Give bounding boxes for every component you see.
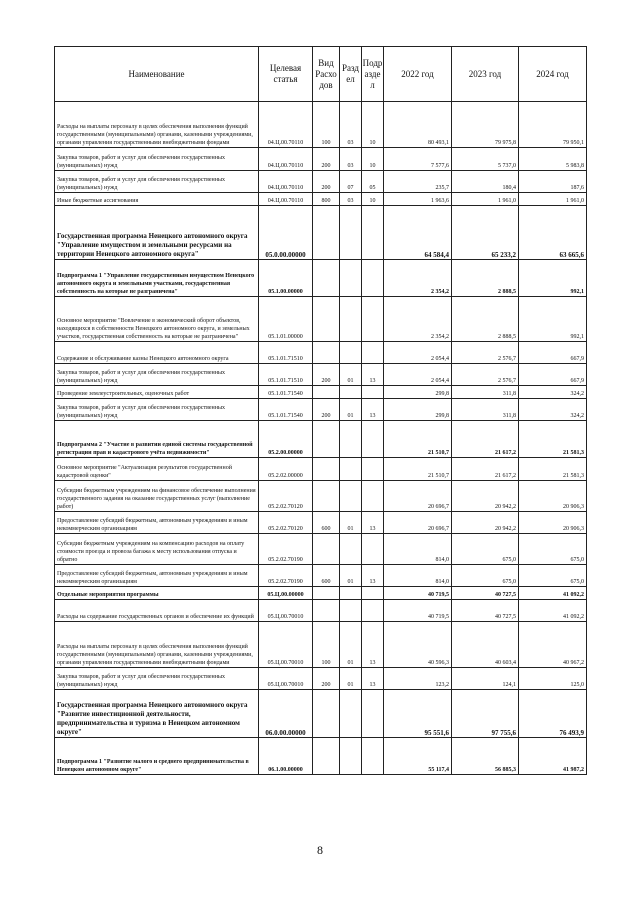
row-year-2024-cell: 76 493,9 — [519, 690, 587, 738]
row-subsection-cell: 13 — [362, 565, 384, 587]
row-section-cell — [340, 481, 362, 512]
row-year-2024-cell: 21 581,3 — [519, 458, 587, 481]
row-subsection-cell: 13 — [362, 512, 384, 534]
row-section-cell — [340, 690, 362, 738]
header-section: Разд ел — [340, 47, 362, 102]
row-year-2024-cell: 79 950,1 — [519, 102, 587, 148]
row-subsection-cell — [362, 342, 384, 364]
row-year-2022-cell: 299,8 — [384, 399, 452, 421]
row-subsection-cell — [362, 421, 384, 458]
row-year-2023-cell: 79 975,8 — [452, 102, 519, 148]
row-section-cell: 01 — [340, 364, 362, 386]
row-expense-type-cell: 600 — [313, 512, 340, 534]
row-year-2023-cell: 2 888,5 — [452, 297, 519, 342]
row-subsection-cell: 13 — [362, 622, 384, 668]
row-section-cell — [340, 600, 362, 622]
page-number: 8 — [317, 843, 323, 857]
table-row — [55, 297, 587, 342]
row-year-2023-cell: 311,8 — [452, 399, 519, 421]
row-year-2023-cell: 97 755,6 — [452, 690, 519, 738]
row-year-2022-cell: 1 963,6 — [384, 193, 452, 206]
header-year-2022: 2022 год — [384, 47, 452, 102]
row-subsection-cell: 05 — [362, 171, 384, 193]
row-expense-type-cell — [313, 342, 340, 364]
table-row — [55, 148, 587, 171]
table-row — [55, 534, 587, 565]
table-row — [55, 587, 587, 600]
row-year-2024-cell: 992,1 — [519, 297, 587, 342]
row-expense-type-cell: 200 — [313, 364, 340, 386]
row-expense-type-cell — [313, 481, 340, 512]
row-name-cell: Субсидии бюджетным учреждениям на финансовое обеспечение выполнения государственного задания на оказание государственных услуг (выполнение работ) — [55, 481, 259, 512]
row-year-2023-cell: 21 617,2 — [452, 458, 519, 481]
row-name-cell: Содержание и обслуживание казны Ненецкого автономного округа — [55, 342, 259, 364]
row-expense-type-cell: 800 — [313, 193, 340, 206]
row-name-cell: Государственная программа Ненецкого автономного округа "Развитие инвестиционной деятельности, предпринимательства и туризма в Ненецком автономном округе" — [55, 690, 259, 738]
row-target-article-cell: 06.1.00.00000 — [259, 738, 313, 775]
row-section-cell — [340, 386, 362, 399]
row-section-cell — [340, 206, 362, 260]
row-name-cell: Закупка товаров, работ и услуг для обеспечения государственных (муниципальных) нужд — [55, 364, 259, 386]
row-year-2022-cell: 40 596,3 — [384, 622, 452, 668]
row-year-2022-cell: 2 054,4 — [384, 364, 452, 386]
row-year-2024-cell: 324,2 — [519, 386, 587, 399]
row-name-cell: Подпрограмма 2 "Участие в развитии единой системы государственной регистрации прав и кадастрового учёта недвижимости" — [55, 421, 259, 458]
row-subsection-cell — [362, 587, 384, 600]
row-year-2023-cell: 21 617,2 — [452, 421, 519, 458]
table-row — [55, 565, 587, 587]
row-expense-type-cell: 100 — [313, 622, 340, 668]
row-expense-type-cell: 100 — [313, 102, 340, 148]
row-year-2023-cell: 40 727,5 — [452, 587, 519, 600]
row-target-article-cell: 05.2.02.70190 — [259, 565, 313, 587]
row-subsection-cell — [362, 600, 384, 622]
table-body — [55, 102, 587, 775]
budget-table — [54, 46, 587, 775]
row-year-2023-cell: 2 576,7 — [452, 342, 519, 364]
row-name-cell: Проведение землеустроительных, оценочных работ — [55, 386, 259, 399]
row-year-2022-cell: 40 719,5 — [384, 587, 452, 600]
row-year-2024-cell: 40 967,2 — [519, 622, 587, 668]
row-name-cell: Закупка товаров, работ и услуг для обеспечения государственных (муниципальных) нужд — [55, 668, 259, 690]
header-subsection: Подр азде л — [362, 47, 384, 102]
row-year-2023-cell: 2 576,7 — [452, 364, 519, 386]
row-year-2023-cell: 20 942,2 — [452, 512, 519, 534]
row-name-cell: Субсидии бюджетным учреждениям на компенсацию расходов на оплату стоимости проезда и провоза багажа к месту использования отпуска и обратно — [55, 534, 259, 565]
row-section-cell — [340, 534, 362, 565]
table-row — [55, 622, 587, 668]
row-year-2022-cell: 7 577,6 — [384, 148, 452, 171]
table-row — [55, 421, 587, 458]
row-expense-type-cell — [313, 458, 340, 481]
row-target-article-cell: 04.Ц.00.70110 — [259, 102, 313, 148]
table-row — [55, 386, 587, 399]
row-subsection-cell: 13 — [362, 399, 384, 421]
row-target-article-cell: 05.1.01.71540 — [259, 386, 313, 399]
row-year-2023-cell: 5 737,0 — [452, 148, 519, 171]
row-target-article-cell: 05.2.02.70120 — [259, 512, 313, 534]
row-name-cell: Государственная программа Ненецкого автономного округа "Управление имуществом и земельными ресурсами на территории Ненецкого автономного округа" — [55, 206, 259, 260]
row-year-2024-cell: 41 092,2 — [519, 587, 587, 600]
row-year-2022-cell: 2 354,2 — [384, 297, 452, 342]
header-name: Наименование — [55, 47, 259, 102]
row-year-2024-cell: 63 665,6 — [519, 206, 587, 260]
row-target-article-cell: 05.1.01.71510 — [259, 364, 313, 386]
row-year-2023-cell: 65 233,2 — [452, 206, 519, 260]
row-year-2024-cell: 20 906,3 — [519, 512, 587, 534]
row-expense-type-cell — [313, 260, 340, 297]
row-name-cell: Иные бюджетные ассигнования — [55, 193, 259, 206]
row-year-2022-cell: 55 117,4 — [384, 738, 452, 775]
row-section-cell — [340, 342, 362, 364]
row-subsection-cell: 10 — [362, 148, 384, 171]
row-name-cell: Закупка товаров, работ и услуг для обеспечения государственных (муниципальных) нужд — [55, 171, 259, 193]
header-row — [55, 47, 587, 102]
row-year-2022-cell: 20 696,7 — [384, 481, 452, 512]
row-subsection-cell — [362, 534, 384, 565]
row-section-cell: 01 — [340, 622, 362, 668]
row-year-2022-cell: 123,2 — [384, 668, 452, 690]
row-subsection-cell — [362, 690, 384, 738]
row-subsection-cell — [362, 297, 384, 342]
row-year-2023-cell: 180,4 — [452, 171, 519, 193]
row-section-cell: 03 — [340, 193, 362, 206]
row-year-2022-cell: 21 510,7 — [384, 458, 452, 481]
row-name-cell: Основное мероприятие "Актуализация результатов государственной кадастровой оценки" — [55, 458, 259, 481]
header-target-article: Целевая статья — [259, 47, 313, 102]
row-expense-type-cell — [313, 534, 340, 565]
row-year-2024-cell: 675,0 — [519, 565, 587, 587]
table-row — [55, 102, 587, 148]
row-section-cell: 01 — [340, 668, 362, 690]
row-year-2024-cell: 125,0 — [519, 668, 587, 690]
row-year-2024-cell: 675,0 — [519, 534, 587, 565]
row-target-article-cell: 04.Ц.00.70110 — [259, 148, 313, 171]
row-section-cell — [340, 421, 362, 458]
row-name-cell: Закупка товаров, работ и услуг для обеспечения государственных (муниципальных) нужд — [55, 399, 259, 421]
row-subsection-cell — [362, 738, 384, 775]
row-year-2023-cell: 311,8 — [452, 386, 519, 399]
table-row — [55, 206, 587, 260]
table-row — [55, 458, 587, 481]
row-subsection-cell: 13 — [362, 364, 384, 386]
row-target-article-cell: 05.1.01.71540 — [259, 399, 313, 421]
table-row — [55, 512, 587, 534]
table-row — [55, 738, 587, 775]
row-target-article-cell: 05.2.00.00000 — [259, 421, 313, 458]
row-year-2024-cell: 1 961,0 — [519, 193, 587, 206]
row-year-2024-cell: 5 983,8 — [519, 148, 587, 171]
row-year-2023-cell: 675,0 — [452, 565, 519, 587]
row-name-cell: Подпрограмма 1 "Развитие малого и среднего предпринимательства в Ненецком автономном округе" — [55, 738, 259, 775]
row-target-article-cell: 05.Ц.00.00000 — [259, 587, 313, 600]
row-year-2022-cell: 235,7 — [384, 171, 452, 193]
row-expense-type-cell: 200 — [313, 171, 340, 193]
table-row — [55, 193, 587, 206]
row-name-cell: Расходы на содержание государственных органов и обеспечение их функций — [55, 600, 259, 622]
row-year-2024-cell: 20 906,3 — [519, 481, 587, 512]
header-expense-type: Вид Расхо дов — [313, 47, 340, 102]
row-target-article-cell: 05.1.00.00000 — [259, 260, 313, 297]
row-section-cell: 01 — [340, 399, 362, 421]
row-expense-type-cell — [313, 600, 340, 622]
row-subsection-cell — [362, 206, 384, 260]
row-section-cell: 01 — [340, 565, 362, 587]
row-expense-type-cell — [313, 738, 340, 775]
header-year-2023: 2023 год — [452, 47, 519, 102]
row-expense-type-cell — [313, 421, 340, 458]
row-section-cell — [340, 587, 362, 600]
row-expense-type-cell: 200 — [313, 148, 340, 171]
row-name-cell: Закупка товаров, работ и услуг для обеспечения государственных (муниципальных) нужд — [55, 148, 259, 171]
row-year-2024-cell: 992,1 — [519, 260, 587, 297]
row-year-2022-cell: 64 584,4 — [384, 206, 452, 260]
row-subsection-cell — [362, 260, 384, 297]
row-year-2024-cell: 667,9 — [519, 342, 587, 364]
row-year-2023-cell: 1 961,0 — [452, 193, 519, 206]
row-year-2022-cell: 2 354,2 — [384, 260, 452, 297]
row-target-article-cell: 05.Ц.00.70010 — [259, 622, 313, 668]
row-year-2022-cell: 20 696,7 — [384, 512, 452, 534]
row-year-2022-cell: 814,0 — [384, 565, 452, 587]
row-name-cell: Основное мероприятие "Вовлечение в экономический оборот объектов, находящихся в собственности Ненецкого автономного округа, и земельных участков, государственная собственность на которые не разграничена" — [55, 297, 259, 342]
row-year-2024-cell: 324,2 — [519, 399, 587, 421]
row-year-2024-cell: 667,9 — [519, 364, 587, 386]
row-year-2023-cell: 20 942,2 — [452, 481, 519, 512]
row-section-cell — [340, 297, 362, 342]
header-year-2024: 2024 год — [519, 47, 587, 102]
row-section-cell: 01 — [340, 512, 362, 534]
row-subsection-cell: 10 — [362, 102, 384, 148]
row-year-2022-cell: 40 719,5 — [384, 600, 452, 622]
row-section-cell: 03 — [340, 148, 362, 171]
row-target-article-cell: 04.Ц.00.70110 — [259, 171, 313, 193]
table-row — [55, 668, 587, 690]
row-year-2023-cell: 56 885,3 — [452, 738, 519, 775]
row-subsection-cell: 13 — [362, 668, 384, 690]
row-name-cell: Отдельные мероприятия программы — [55, 587, 259, 600]
row-year-2022-cell: 95 551,6 — [384, 690, 452, 738]
row-section-cell: 03 — [340, 102, 362, 148]
row-year-2023-cell: 40 727,5 — [452, 600, 519, 622]
row-target-article-cell: 05.0.00.00000 — [259, 206, 313, 260]
row-target-article-cell: 05.2.02.70120 — [259, 481, 313, 512]
row-subsection-cell — [362, 458, 384, 481]
row-year-2023-cell: 40 603,4 — [452, 622, 519, 668]
table-row — [55, 399, 587, 421]
row-target-article-cell: 04.Ц.00.70110 — [259, 193, 313, 206]
table-row — [55, 600, 587, 622]
row-target-article-cell: 05.Ц.00.70010 — [259, 668, 313, 690]
row-year-2022-cell: 21 510,7 — [384, 421, 452, 458]
row-year-2022-cell: 80 493,1 — [384, 102, 452, 148]
table-row — [55, 481, 587, 512]
row-year-2022-cell: 299,8 — [384, 386, 452, 399]
row-target-article-cell: 05.1.01.71510 — [259, 342, 313, 364]
row-year-2024-cell: 41 092,2 — [519, 600, 587, 622]
row-name-cell: Расходы на выплаты персоналу в целях обеспечения выполнения функций государственными (муниципальными) органами, казенными учреждениями, органами управления государственными внебюджетными фондами — [55, 102, 259, 148]
row-expense-type-cell: 200 — [313, 668, 340, 690]
row-name-cell: Предоставление субсидий бюджетным, автономным учреждениям и иным некоммерческим организациям — [55, 512, 259, 534]
row-year-2024-cell: 21 581,3 — [519, 421, 587, 458]
table-row — [55, 342, 587, 364]
row-subsection-cell: 10 — [362, 193, 384, 206]
row-target-article-cell: 06.0.00.00000 — [259, 690, 313, 738]
row-subsection-cell — [362, 481, 384, 512]
row-year-2023-cell: 2 888,5 — [452, 260, 519, 297]
row-expense-type-cell: 200 — [313, 399, 340, 421]
row-target-article-cell: 05.Ц.00.70010 — [259, 600, 313, 622]
table-row — [55, 690, 587, 738]
row-section-cell — [340, 260, 362, 297]
row-year-2022-cell: 2 054,4 — [384, 342, 452, 364]
row-expense-type-cell: 600 — [313, 565, 340, 587]
row-expense-type-cell — [313, 587, 340, 600]
row-expense-type-cell — [313, 206, 340, 260]
row-section-cell — [340, 738, 362, 775]
table-row — [55, 260, 587, 297]
table-row — [55, 171, 587, 193]
row-target-article-cell: 05.2.02.00000 — [259, 458, 313, 481]
row-expense-type-cell — [313, 297, 340, 342]
row-subsection-cell — [362, 386, 384, 399]
row-target-article-cell: 05.1.01.00000 — [259, 297, 313, 342]
row-year-2022-cell: 814,0 — [384, 534, 452, 565]
row-expense-type-cell — [313, 690, 340, 738]
row-expense-type-cell — [313, 386, 340, 399]
row-year-2024-cell: 41 987,2 — [519, 738, 587, 775]
row-target-article-cell: 05.2.02.70190 — [259, 534, 313, 565]
row-name-cell: Предоставление субсидий бюджетным, автономным учреждениям и иным некоммерческим организациям — [55, 565, 259, 587]
row-year-2024-cell: 187,6 — [519, 171, 587, 193]
row-year-2023-cell: 124,1 — [452, 668, 519, 690]
row-name-cell: Расходы на выплаты персоналу в целях обеспечения выполнения функций государственными (муниципальными) органами, казенными учреждениями, органами управления государственными внебюджетными фондами — [55, 622, 259, 668]
table-row — [55, 364, 587, 386]
row-year-2023-cell: 675,0 — [452, 534, 519, 565]
row-name-cell: Подпрограмма 1 "Управление государственным имуществом Ненецкого автономного округа и земельными участками, государственная собственность на которые не разграничена" — [55, 260, 259, 297]
row-section-cell — [340, 458, 362, 481]
row-section-cell: 07 — [340, 171, 362, 193]
